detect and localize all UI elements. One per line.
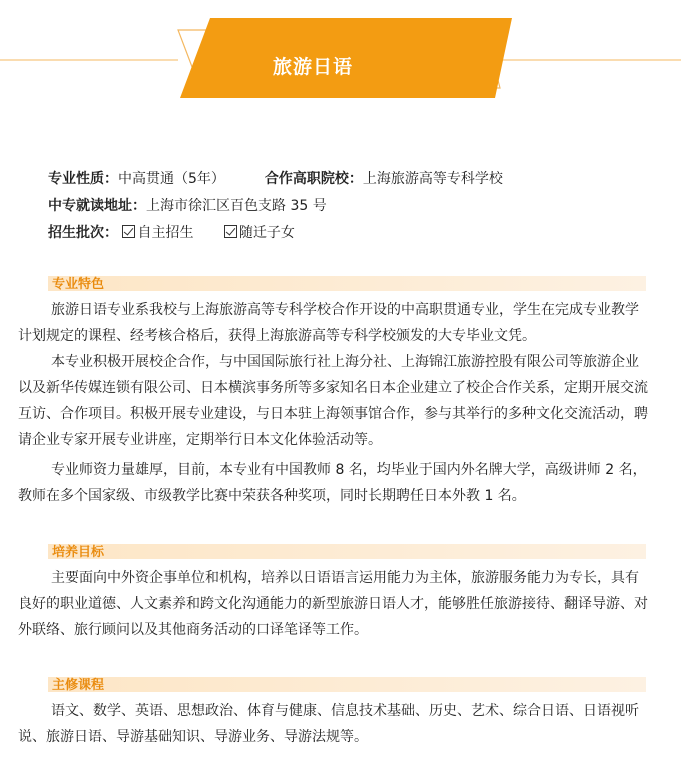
batch-option-migrant: 随迁子女 bbox=[224, 225, 295, 241]
partner-value: 上海旅游高等专科学校 bbox=[362, 171, 503, 187]
batch-option-self: 自主招生 bbox=[122, 225, 193, 241]
info-row-nature bbox=[48, 166, 503, 193]
address-value: 上海市徐汇区百色支路 35 号 bbox=[146, 198, 327, 214]
section-header-goals bbox=[48, 544, 646, 559]
checkbox-icon bbox=[224, 225, 237, 238]
features-paragraph-2: 本专业积极开展校企合作，与中国国际旅行社上海分社、上海锦江旅游控股有限公司等旅游企业以及新华传媒连锁有限公司、日本横滨事务所等多家知名日本企业建立了校企合作关系，定期开展交流互访、合作项目。积极开展专业建设，与日本驻上海领事馆合作，参与其举行的多种文化交流活动，聘请企业专家开展专业讲座，定期举行日本文化体验活动等。 bbox=[18, 354, 648, 448]
batch-label: 招生批次： bbox=[48, 225, 118, 241]
header-banner bbox=[0, 0, 681, 100]
courses-paragraph: 语文、数学、英语、思想政治、体育与健康、信息技术基础、历史、艺术、综合日语、日语视听说、旅游日语、导游基础知识、导游业务、导游法规等。 bbox=[18, 703, 639, 745]
section-title-courses: 主修课程 bbox=[52, 678, 105, 693]
banner-shape bbox=[0, 0, 681, 100]
nature-value: 中高贯通（5年） bbox=[118, 171, 225, 187]
goals-paragraph: 主要面向中外资企事单位和机构，培养以日语语言运用能力为主体，旅游服务能力为专长，具有良好的职业道德、人文素养和跨文化沟通能力的新型旅游日语人才，能够胜任旅游接待、翻译导游、对外联络、旅行顾问以及其他商务活动的口译笔译等工作。 bbox=[18, 570, 648, 638]
section-title-features: 专业特色 bbox=[52, 277, 105, 292]
section-header-courses bbox=[48, 677, 646, 692]
partner-label: 合作高职院校： bbox=[264, 171, 363, 187]
section-header-features bbox=[48, 276, 646, 291]
nature-label: 专业性质： bbox=[48, 171, 118, 187]
page-title: 旅游日语 bbox=[272, 56, 353, 78]
checkbox-icon bbox=[122, 225, 135, 238]
program-info bbox=[48, 166, 503, 247]
info-row-address bbox=[48, 193, 503, 220]
features-paragraph-1: 旅游日语专业系我校与上海旅游高等专科学校合作开设的中高职贯通专业，学生在完成专业教学计划规定的课程、经考核合格后，获得上海旅游高等专科学校颁发的大专毕业文凭。 bbox=[18, 302, 639, 344]
info-row-batch bbox=[48, 220, 503, 247]
features-paragraph-3: 专业师资力量雄厚，目前，本专业有中国教师 8 名，均毕业于国内外名牌大学，高级讲师 2 名，教师在多个国家级、市级教学比赛中荣获各种奖项，同时长期聘任日本外教 1 名。 bbox=[18, 462, 647, 504]
address-label: 中专就读地址： bbox=[48, 198, 146, 214]
section-title-goals: 培养目标 bbox=[52, 545, 105, 560]
